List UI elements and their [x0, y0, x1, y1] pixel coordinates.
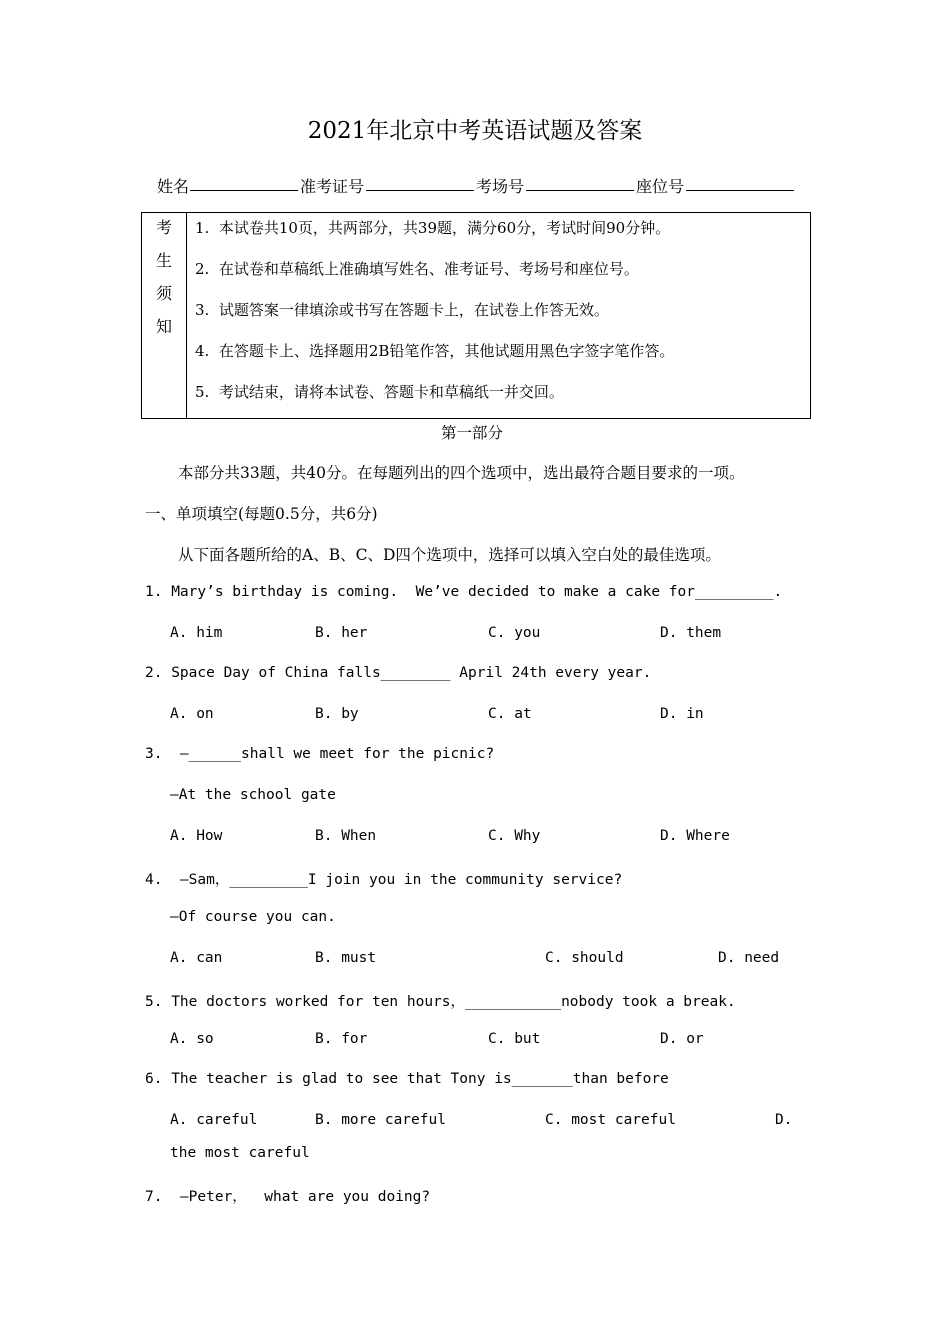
question-stem: 3. —______shall we meet for the picnic?	[145, 746, 495, 762]
option-d[interactable]: D. Where	[660, 828, 730, 844]
exam-id-blank[interactable]	[366, 174, 474, 191]
notice-box	[141, 212, 811, 419]
section-title: 一、单项填空(每题0.5分，共6分)	[145, 505, 378, 523]
notice-item: 5. 考试结束，请将本试卷、答题卡和草稿纸一并交回。	[195, 383, 564, 401]
question-answer-line: —At the school gate	[170, 787, 336, 803]
option-a[interactable]: A. so	[170, 1031, 214, 1047]
option-c[interactable]: C. most careful	[545, 1112, 676, 1128]
option-c[interactable]: C. you	[488, 625, 541, 641]
option-b[interactable]: B. for	[315, 1031, 368, 1047]
option-b[interactable]: B. must	[315, 950, 377, 966]
name-blank[interactable]	[190, 174, 298, 191]
option-d[interactable]: D. them	[660, 625, 722, 641]
name-label: 姓名	[157, 177, 190, 196]
side-char: 生	[155, 251, 172, 270]
question-stem: 1. Mary’s birthday is coming. We’ve decided to make a cake for_________.	[145, 584, 783, 600]
exam-room-blank[interactable]	[526, 174, 634, 191]
option-c[interactable]: C. Why	[488, 828, 541, 844]
seat-label: 座位号	[636, 177, 685, 196]
exam-room-label: 考场号	[476, 177, 525, 196]
option-d[interactable]: D. or	[660, 1031, 704, 1047]
option-c[interactable]: C. but	[488, 1031, 541, 1047]
option-b[interactable]: B. by	[315, 706, 359, 722]
option-d[interactable]: D.	[775, 1112, 793, 1128]
question-stem: 2. Space Day of China falls________ April 24th every year.	[145, 665, 652, 681]
exam-id-label: 准考证号	[300, 177, 365, 196]
section-instruction: 从下面各题所给的A、B、C、D四个选项中，选择可以填入空白处的最佳选项。	[178, 546, 721, 564]
option-c[interactable]: C. at	[488, 706, 532, 722]
notice-item: 3. 试题答案一律填涂或书写在答题卡上，在试卷上作答无效。	[195, 301, 609, 319]
notice-item: 2. 在试卷和草稿纸上准确填写姓名、准考证号、考场号和座位号。	[195, 260, 639, 278]
option-a[interactable]: A. on	[170, 706, 214, 722]
question-stem: 4. —Sam，_________I join you in the community service?	[145, 872, 623, 888]
option-b[interactable]: B. When	[315, 828, 377, 844]
option-d-continued[interactable]: the most careful	[170, 1145, 310, 1161]
option-a[interactable]: A. careful	[170, 1112, 258, 1128]
notice-side-label	[142, 213, 187, 418]
option-b[interactable]: B. her	[315, 625, 368, 641]
notice-item: 1. 本试卷共10页，共两部分，共39题，满分60分，考试时间90分钟。	[195, 219, 671, 237]
option-c[interactable]: C. should	[545, 950, 624, 966]
part-intro: 本部分共33题，共40分。在每题列出的四个选项中，选出最符合题目要求的一项。	[178, 464, 745, 482]
question-stem: 7. —Peter， what are you doing?	[145, 1189, 431, 1205]
question-stem: 5. The doctors worked for ten hours，___________nobody took a break.	[145, 994, 736, 1010]
option-d[interactable]: D. need	[718, 950, 780, 966]
question-stem: 6. The teacher is glad to see that Tony is_______than before	[145, 1071, 669, 1087]
option-a[interactable]: A. him	[170, 625, 223, 641]
part-title: 第一部分	[441, 424, 504, 442]
seat-blank[interactable]	[686, 174, 794, 191]
option-b[interactable]: B. more careful	[315, 1112, 446, 1128]
side-char: 知	[155, 317, 172, 336]
question-answer-line: —Of course you can.	[170, 909, 336, 925]
side-char: 考	[155, 218, 172, 237]
option-a[interactable]: A. can	[170, 950, 223, 966]
side-char: 须	[155, 284, 172, 303]
option-d[interactable]: D. in	[660, 706, 704, 722]
notice-item: 4. 在答题卡上、选择题用2B铅笔作答，其他试题用黑色字签字笔作答。	[195, 342, 675, 360]
page-title: 2021年北京中考英语试题及答案	[307, 118, 643, 144]
option-a[interactable]: A. How	[170, 828, 223, 844]
